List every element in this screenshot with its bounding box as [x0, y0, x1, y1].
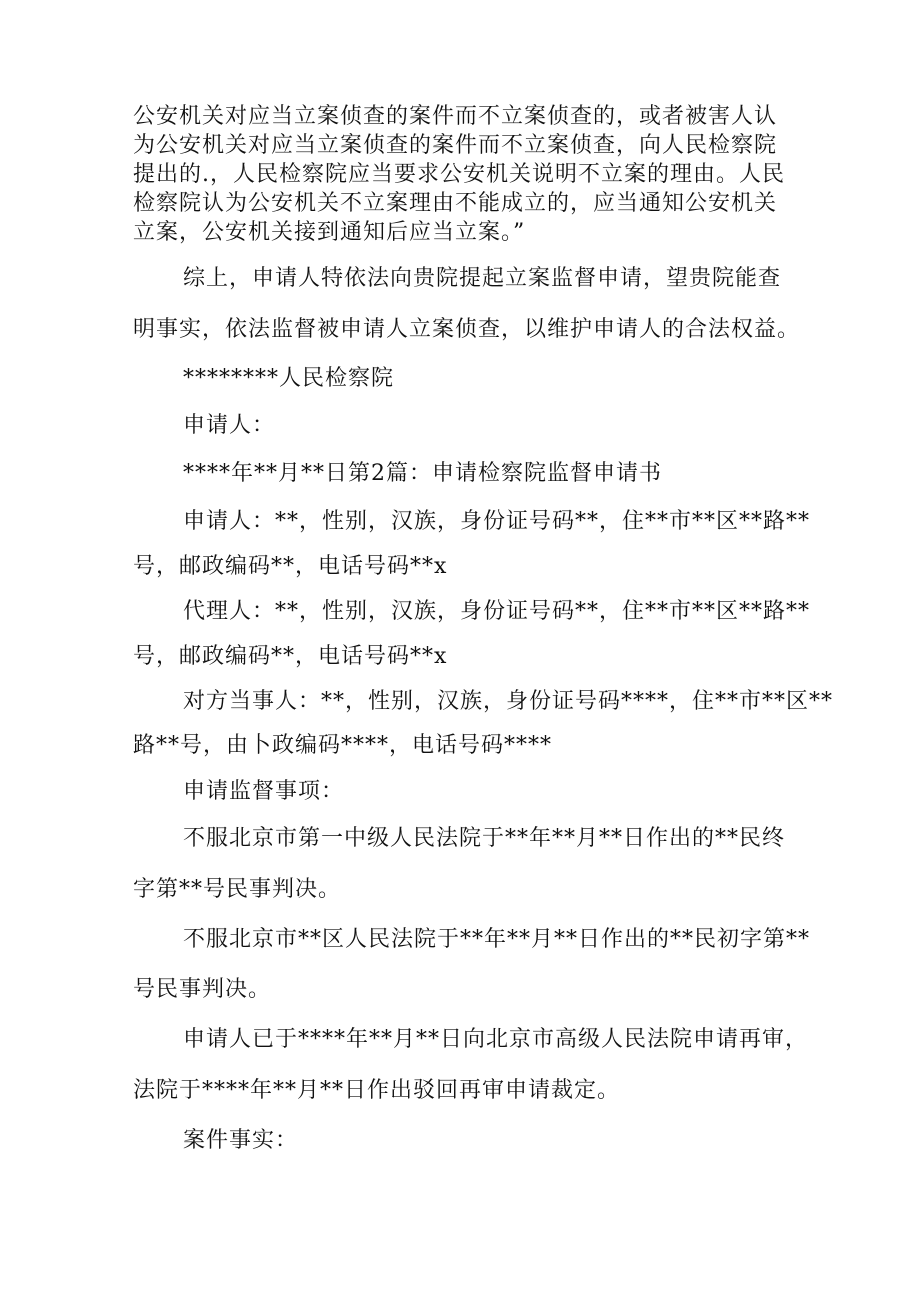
- text-line: 对方当事人：**，性别，汉族，身份证号码****，住**市**区**: [183, 689, 834, 714]
- text-line: 号，邮政编码**，电话号码**x: [133, 644, 448, 669]
- text-line: 为公安机关对应当立案侦查的案件而不立案侦查，向人民检察院: [133, 133, 778, 158]
- text-line: 号民事判决。: [133, 977, 272, 1002]
- text-line: 不服北京市**区人民法院于**年**月**日作出的**民初字第**: [183, 927, 811, 952]
- text-line: ********人民检察院: [183, 366, 395, 391]
- text-line: 检察院认为公安机关不立案理由不能成立的，应当通知公安机关: [133, 191, 778, 216]
- section-title: ****年**月**日第2篇：申请检察院监督申请书: [183, 461, 662, 486]
- text-line: 号，邮政编码**，电话号码**x: [133, 554, 448, 579]
- text-line: 案件事实：: [183, 1128, 299, 1153]
- text-line: 申请人已于****年**月**日向北京市高级人民法院申请再审，: [183, 1027, 809, 1052]
- text-line: 公安机关对应当立案侦查的案件而不立案侦查的，或者被害人认: [133, 104, 778, 129]
- text-line: 申请人：: [183, 413, 276, 438]
- text-line: 不服北京市第一中级人民法院于**年**月**日作出的**民终: [183, 826, 786, 851]
- text-line: 路**号，由卜政编码****，电话号码****: [133, 733, 553, 758]
- text-line: 综上，申请人特依法向贵院提起立案监督申请，望贵院能查: [183, 266, 782, 291]
- text-line: 代理人：**，性别，汉族，身份证号码**，住**市**区**路**: [183, 599, 811, 624]
- text-line: 字第**号民事判决。: [133, 877, 342, 902]
- text-line: 明事实，依法监督被申请人立案侦查，以维护申请人的合法权益。: [133, 317, 801, 342]
- text-line: 法院于****年**月**日作出驳回再审申请裁定。: [133, 1078, 621, 1103]
- text-line: 提出的.，人民检察院应当要求公安机关说明不立案的理由。人民: [133, 162, 785, 187]
- text-line: 申请监督事项：: [183, 779, 345, 804]
- text-line: 立案，公安机关接到通知后应当立案。”: [133, 220, 526, 245]
- text-line: 申请人：**，性别，汉族，身份证号码**，住**市**区**路**: [183, 509, 811, 534]
